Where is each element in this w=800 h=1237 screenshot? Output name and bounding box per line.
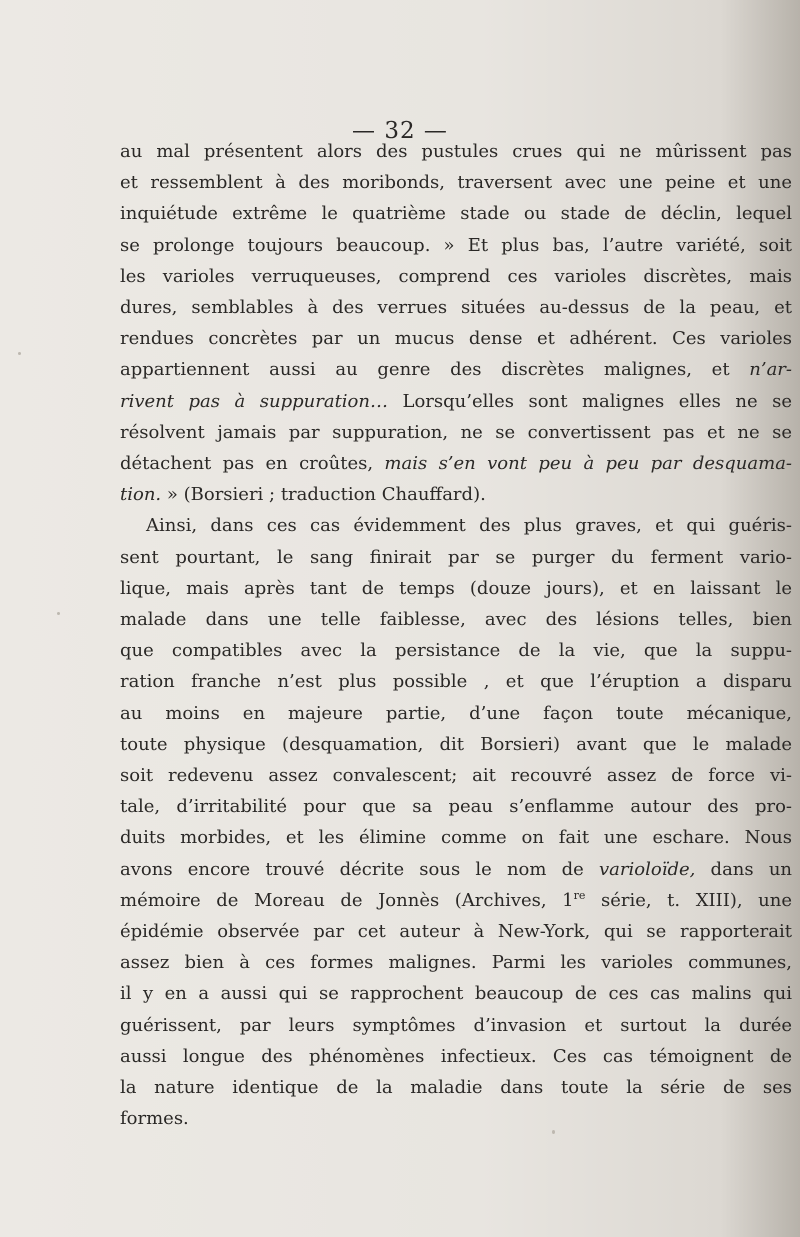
text-line: duits morbides, et les élimine comme on fait une eschare. Nous [120,827,792,849]
paragraph [120,136,792,510]
superscript: re [573,888,586,902]
italic-text: rivent pas à suppuration… [120,390,388,412]
text-line: se prolonge toujours beaucoup. » Et plus bas, l’autre variété, soit [120,234,792,256]
text-line: ration franche n’est plus possible , et que l’éruption a disparu [120,671,792,693]
text-line: malade dans une telle faiblesse, avec des lésions telles, bien [120,609,792,631]
text-line [120,448,792,479]
text-segment: Lorsqu’elles sont malignes elles ne se [388,390,792,412]
text-line [120,386,792,417]
body-text [120,136,792,1135]
text-segment: détachent pas en croûtes, [120,453,385,475]
text-line [120,354,792,385]
text-segment: appartiennent aussi au genre des discrètes malignes, et [120,359,750,381]
text-line: lique, mais après tant de temps (douze jours), et en laissant le [120,577,792,599]
text-line: il y en a aussi qui se rapprochent beaucoup de ces cas malins qui [120,983,792,1005]
text-line: rendues concrètes par un mucus dense et adhérent. Ces varioles [120,328,792,350]
text-segment: mémoire de Moreau de Jonnès (Archives, 1 [120,889,574,911]
page-number: — 32 — [352,118,448,144]
text-line: au mal présentent alors des pustules crues qui ne mûrissent pas [120,141,792,162]
italic-text: n’ar- [749,359,792,381]
text-line: soit redevenu assez convalescent; ait recouvré assez de force vi- [120,765,792,787]
paper-speck [18,352,21,355]
text-line [120,479,792,510]
text-line: et ressemblent à des moribonds, traversent avec une peine et une [120,172,792,194]
text-line: les varioles verruqueuses, comprend ces varioles discrètes, mais [120,265,792,287]
text-line: résolvent jamais par suppuration, ne se convertissent pas et ne se [120,421,792,443]
text-segment: » (Borsieri ; traduction Chauffard). [161,484,486,506]
text-segment: avons encore trouvé décrite sous le nom de [120,858,600,880]
text-line: formes. [120,1108,189,1130]
italic-text: tion. [120,484,162,506]
text-line [120,885,792,916]
text-line: au moins en majeure partie, d’une façon toute mécanique, [120,702,792,724]
text-line: inquiétude extrême le quatrième stade ou stade de déclin, lequel [120,203,792,225]
text-line: aussi longue des phénomènes infectieux. Ces cas témoignent de [120,1045,792,1067]
text-line: tale, d’irritabilité pour que sa peau s’enflamme autour des pro- [120,796,792,818]
text-line: la nature identique de la maladie dans toute la série de ses [120,1077,792,1099]
text-line: sent pourtant, le sang finirait par se purger du ferment vario- [120,546,792,568]
text-line: guérissent, par leurs symptômes d’invasion et surtout la durée [120,1014,792,1036]
text-line: dures, semblables à des verrues situées au-dessus de la peau, et [120,297,792,319]
text-line: que compatibles avec la persistance de la vie, que la suppu- [120,640,792,662]
text-line [120,854,792,885]
paragraph [120,510,792,1134]
text-segment: dans un [695,858,792,880]
text-line: épidémie observée par cet auteur à New-York, qui se rapporterait [120,921,792,943]
text-segment: série, t. XIII), une [585,889,792,911]
text-line: toute physique (desquamation, dit Borsieri) avant que le malade [120,733,792,755]
paper-speck [57,612,60,615]
italic-text: mais s’en vont peu à peu par desquama- [384,453,792,475]
text-line: Ainsi, dans ces cas évidemment des plus graves, et qui guéris- [146,515,792,537]
text-line: assez bien à ces formes malignes. Parmi les varioles communes, [120,952,792,974]
italic-text: varioloïde, [599,858,696,880]
